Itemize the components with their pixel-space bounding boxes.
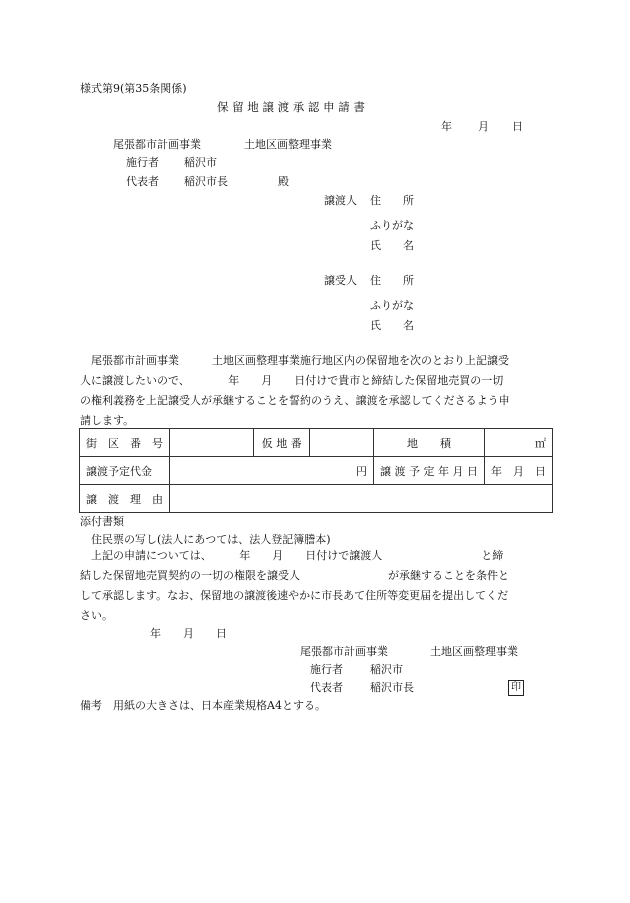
approval-date: 年 月 日 (150, 627, 227, 640)
approver-project-city: 尾張都市計画事業 (300, 645, 388, 658)
request-line: 請します。 (80, 414, 135, 427)
addressee-project-city: 尾張都市計画事業 (113, 138, 201, 151)
table-row (80, 485, 553, 513)
approval-line: 結した保留地売買契約の一切の権限を譲受人 が承継することを条件と (80, 569, 509, 582)
addressee-executor-value: 稲沢市 (184, 156, 217, 169)
approver-rep-label: 代表者 (310, 681, 343, 694)
table-row (80, 429, 553, 457)
approver-executor-label: 施行者 (310, 663, 343, 676)
addressee-rep-value: 稲沢市長 (184, 175, 228, 188)
block-number-field[interactable] (170, 429, 254, 457)
price-field[interactable]: 円 (170, 457, 374, 485)
seal-stamp: 印 (508, 680, 524, 696)
request-line: 尾張都市計画事業 土地区画整理事業施行地区内の保留地を次のとおり上記譲受 (80, 354, 509, 367)
approval-line: 上記の申請については、 年 月 日付けで譲渡人 と締 (80, 549, 504, 562)
request-line: の権利義務を上記譲受人が承継することを誓約のうえ、譲渡を承認してくださるよう申 (80, 394, 510, 407)
block-number-label: 街 区 番 号 (80, 429, 170, 457)
price-label: 譲渡予定代金 (80, 457, 170, 485)
transferor-name-label: 氏 名 (370, 239, 414, 252)
table-row (80, 457, 553, 485)
provisional-lot-field[interactable] (310, 429, 374, 457)
addressee-project-type: 土地区画整理事業 (244, 138, 332, 151)
header-month: 月 (478, 120, 489, 133)
header-day: 日 (512, 120, 523, 133)
approver-executor-value: 稲沢市 (370, 663, 403, 676)
transferor-furigana-label: ふりがな (370, 219, 414, 232)
transfer-details-table (79, 428, 553, 513)
planned-date-label: 譲 渡 予 定 年 月 日 (373, 457, 484, 485)
reason-label: 譲 渡 理 由 (80, 485, 170, 513)
area-field[interactable]: ㎡ (485, 429, 553, 457)
area-label: 地 積 (373, 429, 484, 457)
transferor-role: 譲渡人 (324, 194, 357, 207)
header-year: 年 (441, 120, 452, 133)
addressee-executor-label: 施行者 (126, 156, 159, 169)
reason-field[interactable] (170, 485, 553, 513)
addressee-rep-label: 代表者 (126, 175, 159, 188)
approval-line: して承認します。なお、保留地の譲渡後速やかに市長あて住所等変更届を提出してくだ (80, 589, 509, 602)
attachment-item: 住民票の写し(法人にあつては、法人登記簿謄本) (91, 533, 331, 546)
transferee-name-label: 氏 名 (370, 319, 414, 332)
transferor-address-label: 住 所 (370, 194, 414, 207)
form-number: 様式第9(第35条関係) (80, 82, 187, 95)
approver-project-type: 土地区画整理事業 (430, 645, 518, 658)
approval-paragraph (80, 546, 550, 626)
remarks-note: 備考 用紙の大きさは、日本産業規格A4とする。 (80, 699, 326, 712)
approver-rep-value: 稲沢市長 (370, 681, 414, 694)
request-paragraph (80, 351, 550, 431)
document-title: 保 留 地 譲 渡 承 認 申 請 書 (217, 100, 365, 114)
transferee-role: 譲受人 (324, 274, 357, 287)
transferee-address-label: 住 所 (370, 274, 414, 287)
approval-line: さい。 (80, 609, 113, 622)
addressee-honorific: 殿 (278, 175, 289, 188)
provisional-lot-label: 仮 地 番 (254, 429, 310, 457)
transferee-furigana-label: ふりがな (370, 299, 414, 312)
attachments-label: 添付書類 (80, 515, 124, 528)
request-line: 人に譲渡したいので、 年 月 日付けで貴市と締結した保留地売買の一切 (80, 374, 504, 387)
planned-date-field[interactable]: 年 月 日 (485, 457, 553, 485)
